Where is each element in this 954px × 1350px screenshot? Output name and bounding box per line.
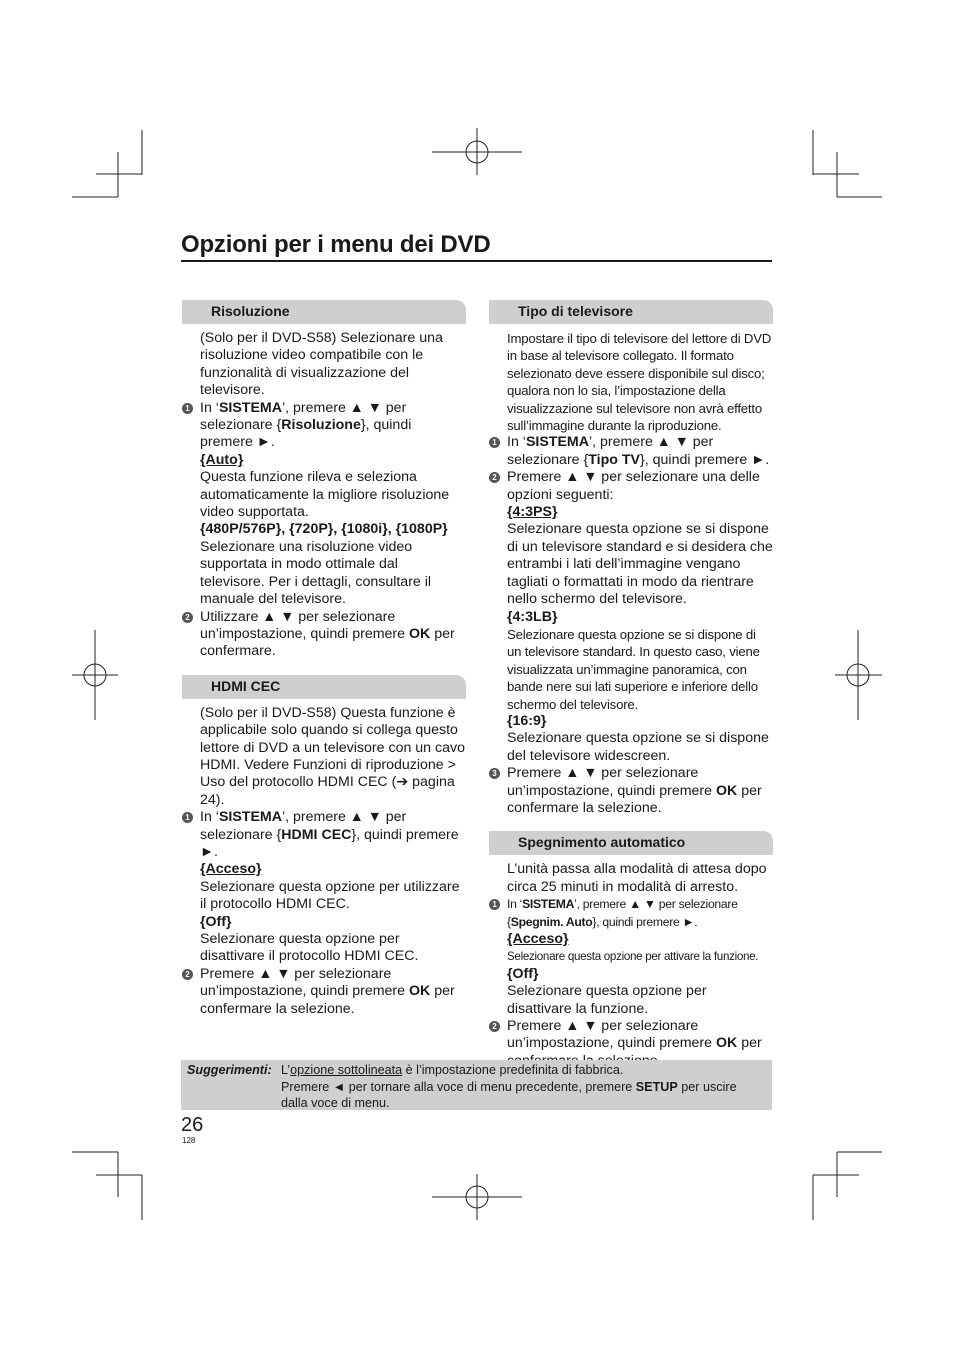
section-body-risoluzione	[182, 330, 466, 661]
step-number-icon: 1	[182, 403, 193, 414]
hdmi-step-1: 1 In ‘SISTEMA’, premere ▲ ▼ per selezionare {HDMI CEC}, quindi premere ►.	[182, 809, 466, 861]
spegnimento-step-2: 2 Premere ▲ ▼ per selezionare un’impostazione, quindi premere OK per	[489, 1018, 773, 1070]
tipo-tv-intro: Impostare il tipo di televisore del lettore di DVD in base al televisore collegato. Il formato selezionato deve essere disponibile sul disco; qualora non lo sia, l’impostazione della visualizzazione sul televisore non avrà effetto sull’immagine durante la riproduzione.	[507, 331, 772, 434]
spegnimento-step-1: 1 In ‘SISTEMA’, premere ▲ ▼ per selezionare {Spegnim. Auto}, quindi premere ►.	[489, 896, 773, 931]
section-body-hdmi-cec	[182, 705, 466, 1018]
step-number-icon: 1	[182, 812, 193, 823]
option-4-3ps-desc: Selezionare questa opzione se si dispone di un televisore standard e si desidera che entrambi i lati dell’immagine vengano tagliati o formattati in modo da rientrare nello schermo del televisore.	[507, 521, 773, 608]
right-column	[489, 300, 773, 1070]
tips-text	[281, 1062, 761, 1112]
option-off-desc: Selezionare questa opzione per disattivare la funzione.	[507, 983, 707, 1017]
option-16-9-desc: Selezionare questa opzione se si dispone del televisore widescreen.	[507, 730, 769, 764]
tipo-tv-step-1: 1 In ‘SISTEMA’, premere ▲ ▼ per selezionare {Tipo TV}, quindi premere ►.	[489, 434, 773, 469]
tips-line-1: L’opzione sottolineata è l’impostazione predefinita di fabbrica.	[281, 1063, 624, 1077]
tips-line-2: Premere ◄ per tornare alla voce di menu precedente, premere SETUP per uscire dalla voce di menu.	[281, 1079, 737, 1110]
option-acceso: {Acceso}	[200, 861, 262, 878]
left-column	[182, 300, 466, 1018]
option-acceso-desc: Selezionare questa opzione per attivare la funzione.	[507, 950, 759, 964]
step-number-icon: 2	[489, 472, 500, 483]
option-resolutions-desc: Selezionare una risoluzione video supportata in modo ottimale dal televisore. Per i dettagli, consultare il manuale del televisore.	[200, 538, 432, 608]
option-off: {Off}	[507, 965, 539, 982]
option-auto-desc: Questa funzione rileva e seleziona automaticamente la migliore risoluzione video supportata.	[200, 469, 450, 521]
step-number-icon: 1	[489, 899, 500, 910]
option-acceso-desc: Selezionare questa opzione per utilizzare il protocollo HDMI CEC.	[200, 878, 460, 913]
section-heading-risoluzione: Risoluzione	[182, 300, 466, 324]
option-acceso: {Acceso}	[507, 931, 569, 947]
step-number-icon: 2	[182, 612, 193, 623]
option-4-3ps: {4:3PS}	[507, 504, 558, 521]
risoluzione-step-2: 2 Utilizzare ▲ ▼ per selezionare un’impostazione, quindi premere OK per confermare.	[182, 609, 466, 661]
step-number-icon: 2	[182, 969, 193, 980]
risoluzione-intro: (Solo per il DVD-S58) Selezionare una risoluzione video compatibile con le funzionalità di visualizzazione del televisore.	[200, 330, 443, 399]
page-title: Opzioni per i menu dei DVD	[181, 231, 491, 258]
spegnimento-intro: L’unità passa alla modalità di attesa dopo circa 25 minuti in modalità di arresto.	[507, 861, 767, 895]
hdmi-step-2: 2 Premere ▲ ▼ per selezionare un’impostazione, quindi premere OK per confermare la selezione.	[182, 966, 466, 1018]
option-off: {Off}	[200, 913, 232, 930]
option-off-desc: Selezionare questa opzione per disattivare il protocollo HDMI CEC.	[200, 931, 419, 965]
tipo-tv-step-2: 2 Premere ▲ ▼ per selezionare una delle opzioni seguenti:	[489, 469, 773, 504]
title-rule	[181, 260, 772, 262]
section-heading-spegnimento: Spegnimento automatico	[489, 831, 773, 855]
option-auto: {Auto}	[200, 451, 244, 468]
risoluzione-step-1: 1 In ‘SISTEMA’, premere ▲ ▼ per selezionare {Risoluzione}, quindi premere ►.	[182, 400, 466, 452]
section-heading-hdmi-cec: HDMI CEC	[182, 675, 466, 699]
section-body-spegnimento	[489, 861, 773, 1070]
page-number: 26	[181, 1114, 204, 1136]
option-16-9: {16:9}	[507, 712, 547, 729]
option-4-3lb-desc: Selezionare questa opzione se si dispone di un televisore standard. In questo caso, viene visualizzata un’immagine panoramica, con bande nere sui lati superiore e inferiore dello schermo del televisore.	[507, 626, 760, 712]
step-number-icon: 1	[489, 437, 500, 448]
step-number-icon: 3	[489, 768, 500, 779]
tipo-tv-step-3: 3 Premere ▲ ▼ per selezionare un’impostazione, quindi premere OK per confermare la selezione.	[489, 765, 773, 817]
step-number-icon: 2	[489, 1021, 500, 1032]
page-sub-number: 128	[182, 1136, 196, 1145]
hdmi-intro: (Solo per il DVD-S58) Questa funzione è applicabile solo quando si collega questo lettore di DVD a un televisore con un cavo HDMI. Vedere Funzioni di riproduzione > Uso del protocollo HDMI CEC (➔ pagina 24).	[200, 704, 465, 808]
option-4-3lb: {4:3LB}	[507, 608, 558, 625]
tips-label: Suggerimenti:	[187, 1063, 272, 1077]
section-heading-tipo-tv: Tipo di televisore	[489, 300, 773, 324]
section-body-tipo-tv	[489, 330, 773, 817]
tips-box	[181, 1060, 772, 1110]
option-resolutions: {480P/576P}, {720P}, {1080i}, {1080P}	[200, 521, 448, 538]
